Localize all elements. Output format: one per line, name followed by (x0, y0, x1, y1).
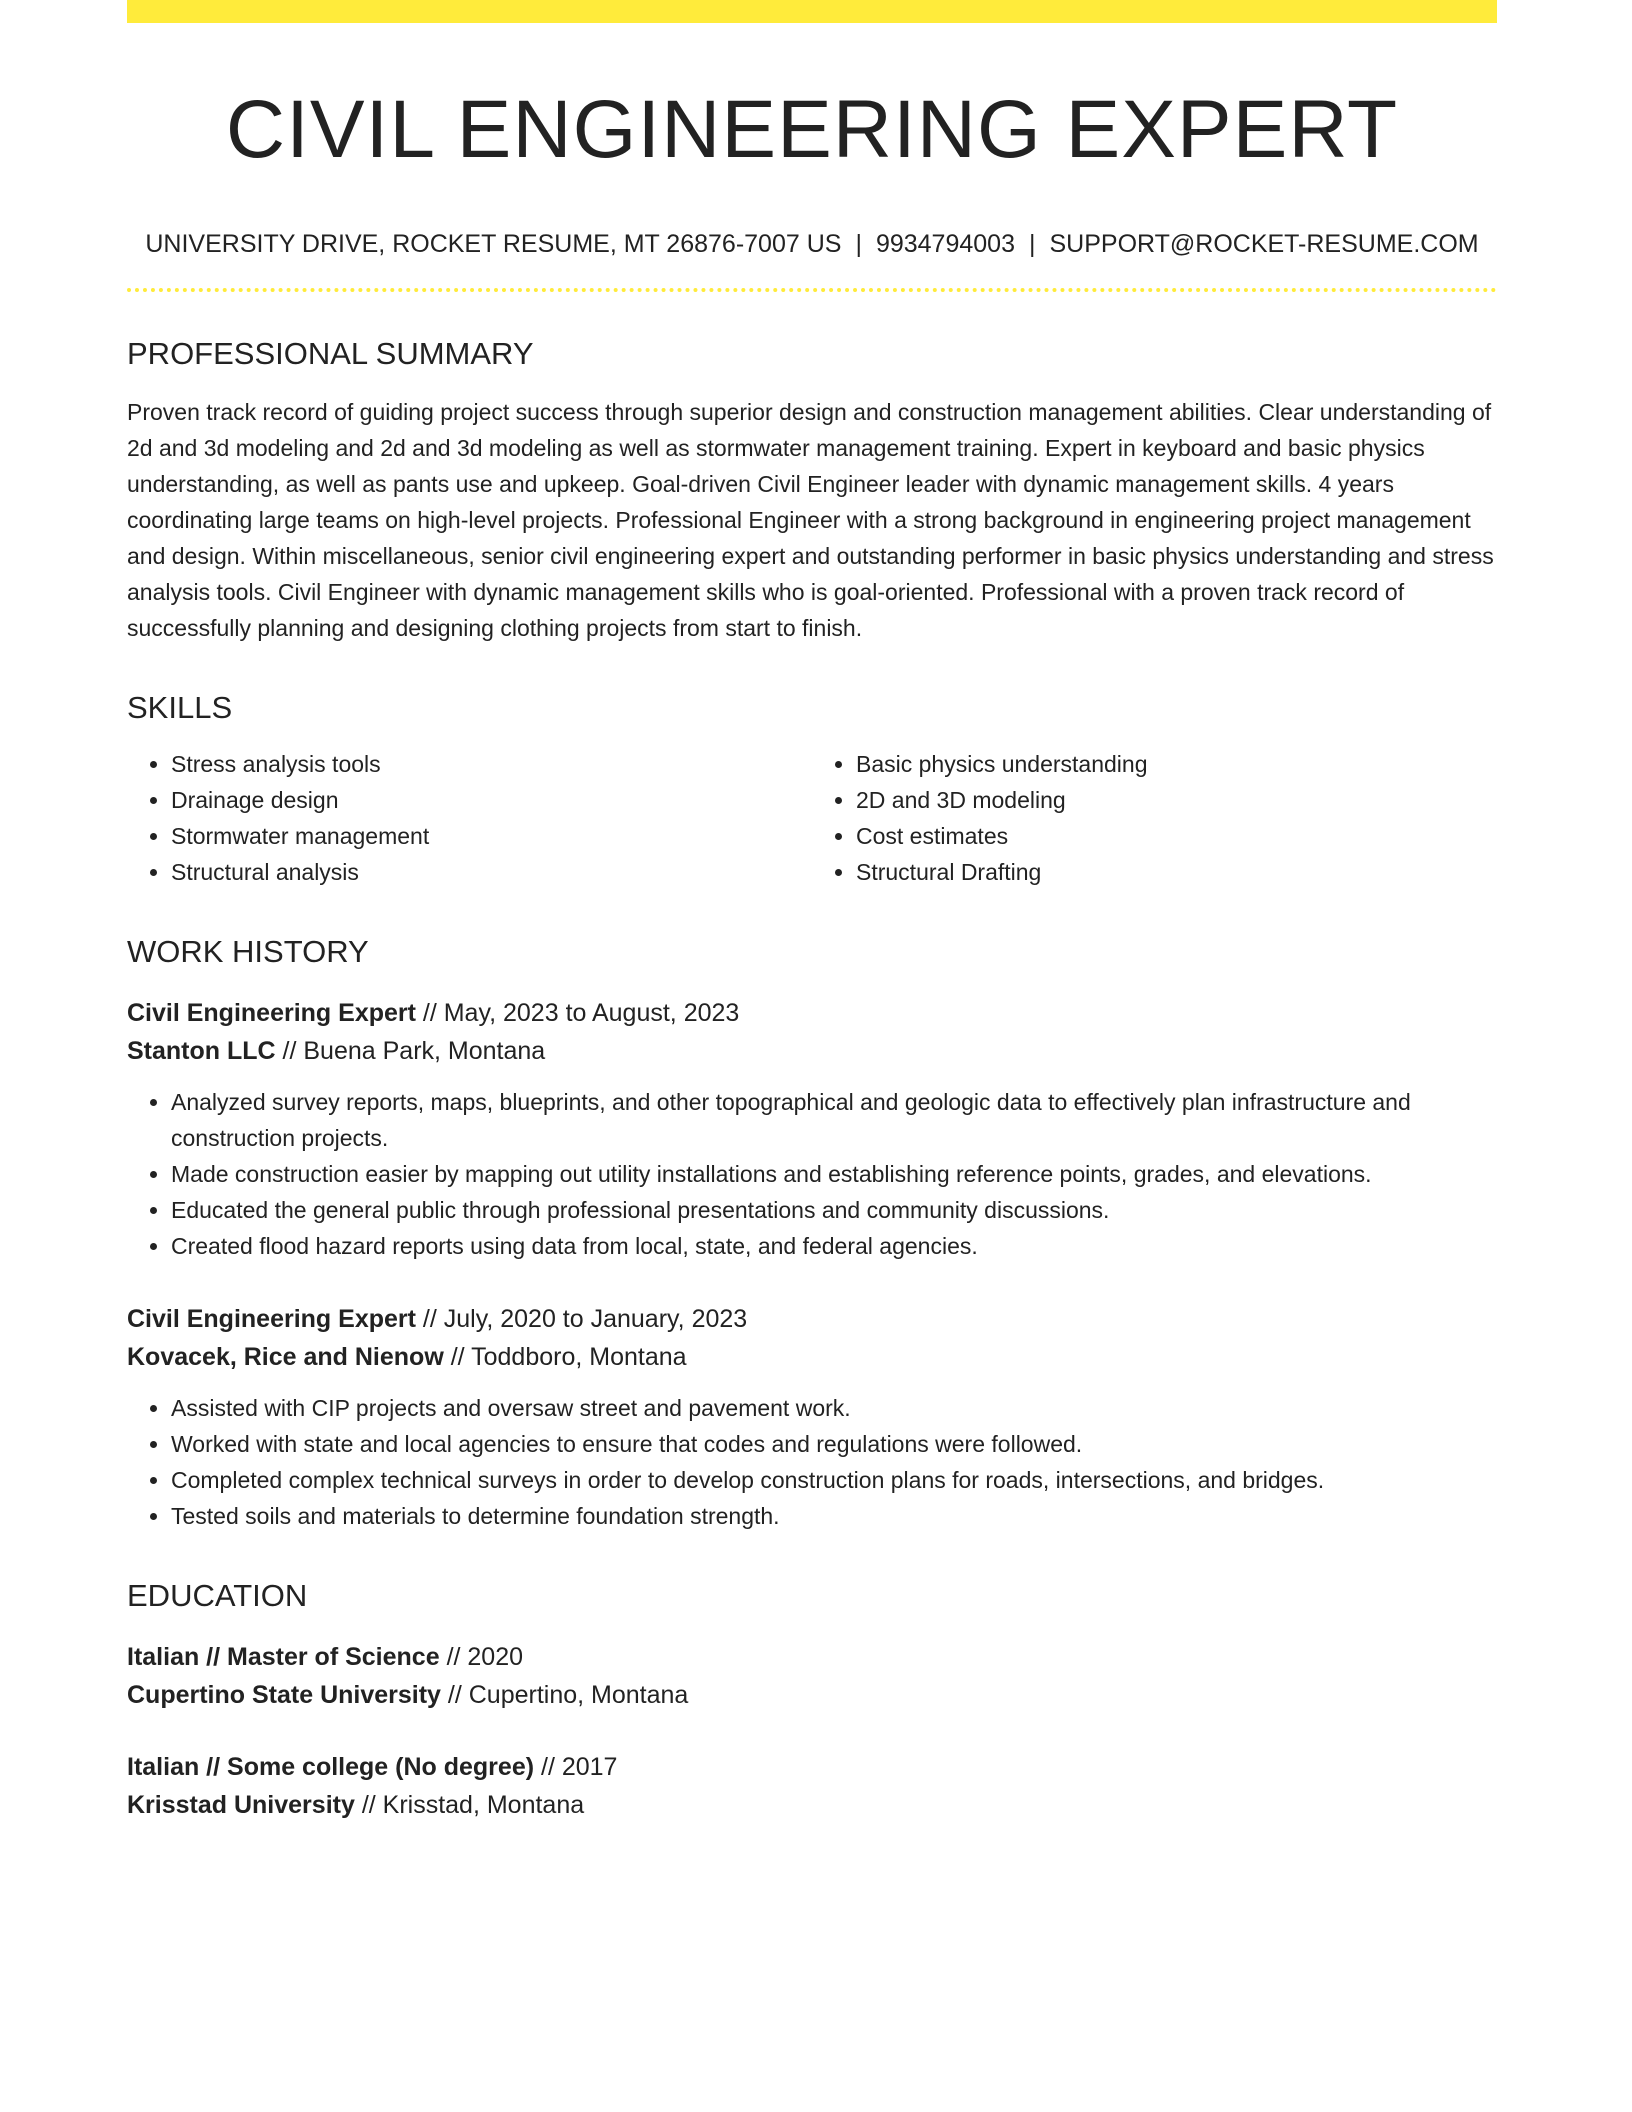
job-role: Civil Engineering Expert (127, 999, 416, 1027)
job-bullet: • Created flood hazard reports using data from local, state, and federal agencies. (171, 1228, 1497, 1264)
section-title-skills: SKILLS (127, 690, 233, 725)
job-bullet: • Analyzed survey reports, maps, blueprints, and other topographical and geologic data to effectively plan infrastructure and construction projects. (171, 1084, 1497, 1156)
job-bullet: • Worked with state and local agencies to ensure that codes and regulations were followed. (171, 1426, 1497, 1462)
education-degree: Italian // Some college (No degree) (127, 1753, 535, 1781)
education-school: Cupertino State University (127, 1681, 441, 1709)
section-title-work-history: WORK HISTORY (127, 934, 369, 969)
contact-separator: | (1028, 230, 1036, 258)
job-title-line (127, 994, 1497, 1032)
skill-item: • Stress analysis tools (171, 746, 812, 782)
education-entry (127, 1638, 1497, 1714)
job-location: // Buena Park, Montana (275, 1037, 546, 1065)
job-dates: // July, 2020 to January, 2023 (415, 1305, 748, 1333)
job-entry (127, 994, 1497, 1264)
education-school-line (127, 1676, 1497, 1714)
education-entry (127, 1748, 1497, 1824)
skills-list (127, 746, 1497, 890)
skill-item: • Drainage design (171, 782, 812, 818)
job-company-line (127, 1032, 1497, 1070)
job-bullet: • Tested soils and materials to determine foundation strength. (171, 1498, 1497, 1534)
job-role: Civil Engineering Expert (127, 1305, 416, 1333)
contact-phone[interactable]: 9934794003 (875, 230, 1015, 258)
job-company: Stanton LLC (127, 1037, 276, 1065)
contact-line (127, 228, 1497, 260)
education-school: Krisstad University (127, 1791, 355, 1819)
skill-item: • Stormwater management (171, 818, 812, 854)
skills-column-right (812, 746, 1497, 890)
skill-item: • Structural Drafting (856, 854, 1497, 890)
candidate-name: CIVIL ENGINEERING EXPERT (225, 84, 1399, 175)
job-bullet: • Completed complex technical surveys in order to develop construction plans for roads, intersections, and bridges. (171, 1462, 1497, 1498)
job-company: Kovacek, Rice and Nienow (127, 1343, 444, 1371)
education-location: // Cupertino, Montana (440, 1681, 689, 1709)
job-entry (127, 1300, 1497, 1534)
education-year: // 2017 (534, 1753, 618, 1781)
job-bullets (127, 1084, 1497, 1264)
section-title-summary: PROFESSIONAL SUMMARY (127, 336, 534, 371)
job-location: // Toddboro, Montana (443, 1343, 687, 1371)
skill-item: • 2D and 3D modeling (856, 782, 1497, 818)
contact-email[interactable]: SUPPORT@ROCKET-RESUME.COM (1049, 230, 1479, 258)
skills-column-left (127, 746, 812, 890)
education-degree-line (127, 1748, 1497, 1786)
education-school-line (127, 1786, 1497, 1824)
job-bullet: • Educated the general public through professional presentations and community discussions. (171, 1192, 1497, 1228)
education-year: // 2020 (439, 1643, 524, 1671)
job-bullets (127, 1390, 1497, 1534)
education-degree-line (127, 1638, 1497, 1676)
education-degree: Italian // Master of Science (127, 1643, 440, 1671)
job-bullet: • Made construction easier by mapping out utility installations and establishing reference points, grades, and elevations. (171, 1156, 1497, 1192)
job-bullet: • Assisted with CIP projects and oversaw street and pavement work. (171, 1390, 1497, 1426)
job-title-line (127, 1300, 1497, 1338)
contact-address: UNIVERSITY DRIVE, ROCKET RESUME, MT 26876-7007 US (145, 230, 842, 258)
summary-text: Proven track record of guiding project success through superior design and construction management abilities. Clear understanding of 2d and 3d modeling and 2d and 3d modeling as well as stormwater management training. Expert in keyboard and basic physics understanding, as well as pants use and upkeep. Goal-driven Civil Engineer leader with dynamic management skills. 4 years coordinating large teams on high-level projects. Professional Engineer with a strong background in engineering project management and design. Within miscellaneous, senior civil engineering expert and outstanding performer in basic physics understanding and stress analysis tools. Civil Engineer with dynamic management skills who is goal-oriented. Professional with a proven track record of successfully planning and designing clothing projects from start to finish. (127, 399, 1494, 641)
section-title-education: EDUCATION (127, 1578, 308, 1613)
education-location: // Krisstad, Montana (354, 1791, 585, 1819)
resume-content (127, 0, 1497, 1824)
contact-separator: | (855, 230, 862, 258)
skill-item: • Structural analysis (171, 854, 812, 890)
dotted-divider (127, 288, 1497, 292)
skill-item: • Basic physics understanding (856, 746, 1497, 782)
skill-item: • Cost estimates (856, 818, 1497, 854)
job-company-line (127, 1338, 1497, 1376)
job-dates: // May, 2023 to August, 2023 (415, 999, 740, 1027)
